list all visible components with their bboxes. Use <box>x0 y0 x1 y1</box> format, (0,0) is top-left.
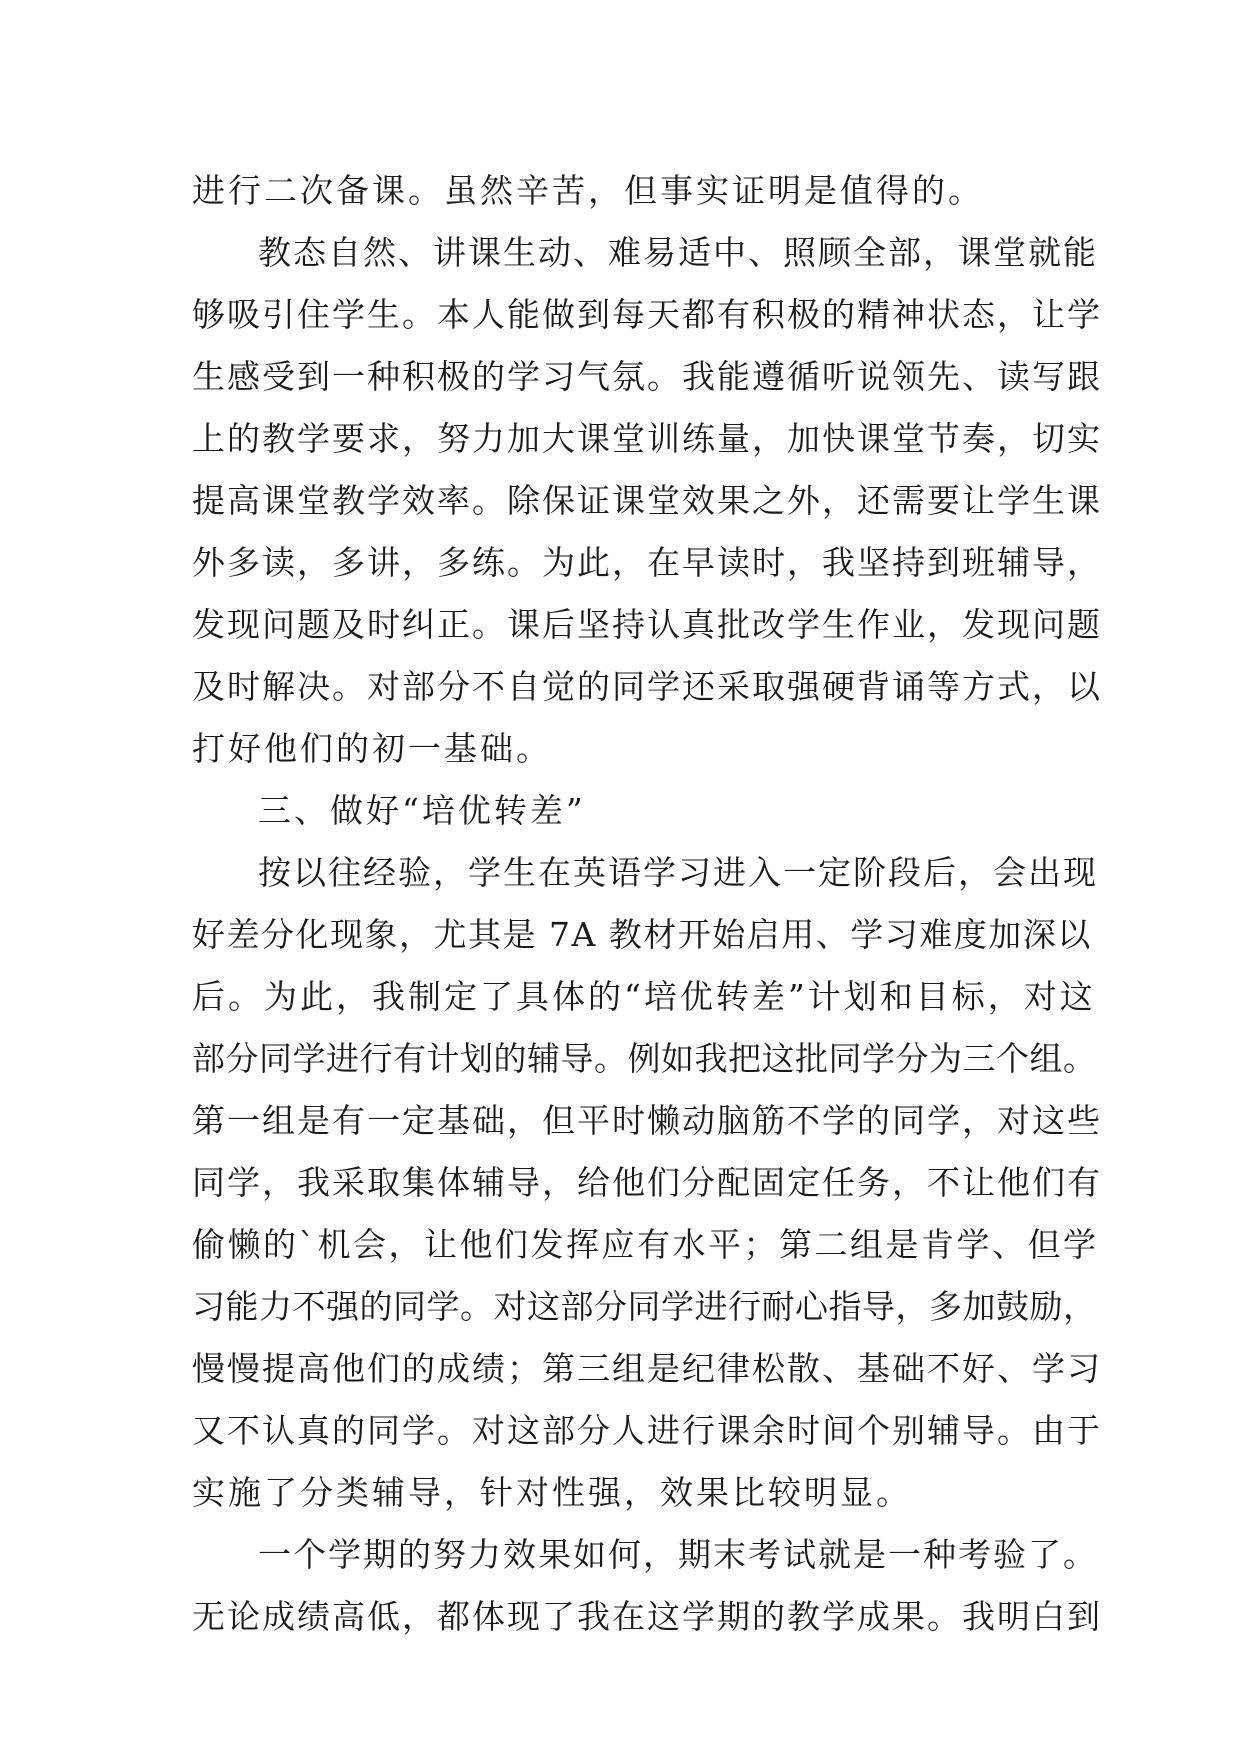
text-line: 无论成绩高低，都体现了我在这学期的教学成果。我明白到 <box>192 1597 1102 1636</box>
text-line: 提高课堂教学效率。除保证课堂效果之外，还需要让学生课 <box>192 481 1102 520</box>
text-line: 后。为此，我制定了具体的“培优转差”计划和目标，对这 <box>192 977 1096 1016</box>
text-line: 按以往经验，学生在英语学习进入一定阶段后，会出现 <box>258 853 1098 892</box>
text-line: 好差分化现象，尤其是 7A 教材开始启用、学习难度加深以 <box>192 915 1092 954</box>
text-line: 发现问题及时纠正。课后坚持认真批改学生作业，发现问题 <box>192 605 1102 644</box>
text-line: 习能力不强的同学。对这部分同学进行耐心指导，多加鼓励， <box>192 1287 1097 1326</box>
text-line: 同学，我采取集体辅导，给他们分配固定任务，不让他们有 <box>192 1163 1102 1202</box>
text-line: 生感受到一种积极的学习气氛。我能遵循听说领先、读写跟 <box>192 357 1102 396</box>
text-line: 偷懒的`机会，让他们发挥应有水平；第二组是肯学、但学 <box>192 1225 1099 1264</box>
text-line: 实施了分类辅导，针对性强，效果比较明显。 <box>192 1473 912 1512</box>
text-line: 打好他们的初一基础。 <box>192 729 552 768</box>
text-line: 上的教学要求，努力加大课堂训练量，加快课堂节奏，切实 <box>192 419 1102 458</box>
text-line: 及时解决。对部分不自觉的同学还采取强硬背诵等方式，以 <box>192 667 1102 706</box>
text-line: 部分同学进行有计划的辅导。例如我把这批同学分为三个组。 <box>192 1039 1097 1078</box>
text-line: 慢慢提高他们的成绩；第三组是纪律松散、基础不好、学习 <box>192 1349 1102 1388</box>
section-heading: 三、做好“培优转差” <box>258 791 586 830</box>
text-line: 外多读，多讲，多练。为此，在早读时，我坚持到班辅导， <box>192 543 1102 582</box>
text-line: 教态自然、讲课生动、难易适中、照顾全部，课堂就能 <box>258 233 1098 272</box>
text-line: 一个学期的努力效果如何，期末考试就是一种考验了。 <box>258 1535 1098 1574</box>
text-line: 又不认真的同学。对这部分人进行课余时间个别辅导。由于 <box>192 1411 1102 1450</box>
text-line: 够吸引住学生。本人能做到每天都有积极的精神状态，让学 <box>192 295 1102 334</box>
text-line: 进行二次备课。虽然辛苦，但事实证明是值得的。 <box>192 171 984 210</box>
body-text <box>192 160 1102 1648</box>
text-line: 第一组是有一定基础，但平时懒动脑筋不学的同学，对这些 <box>192 1101 1102 1140</box>
